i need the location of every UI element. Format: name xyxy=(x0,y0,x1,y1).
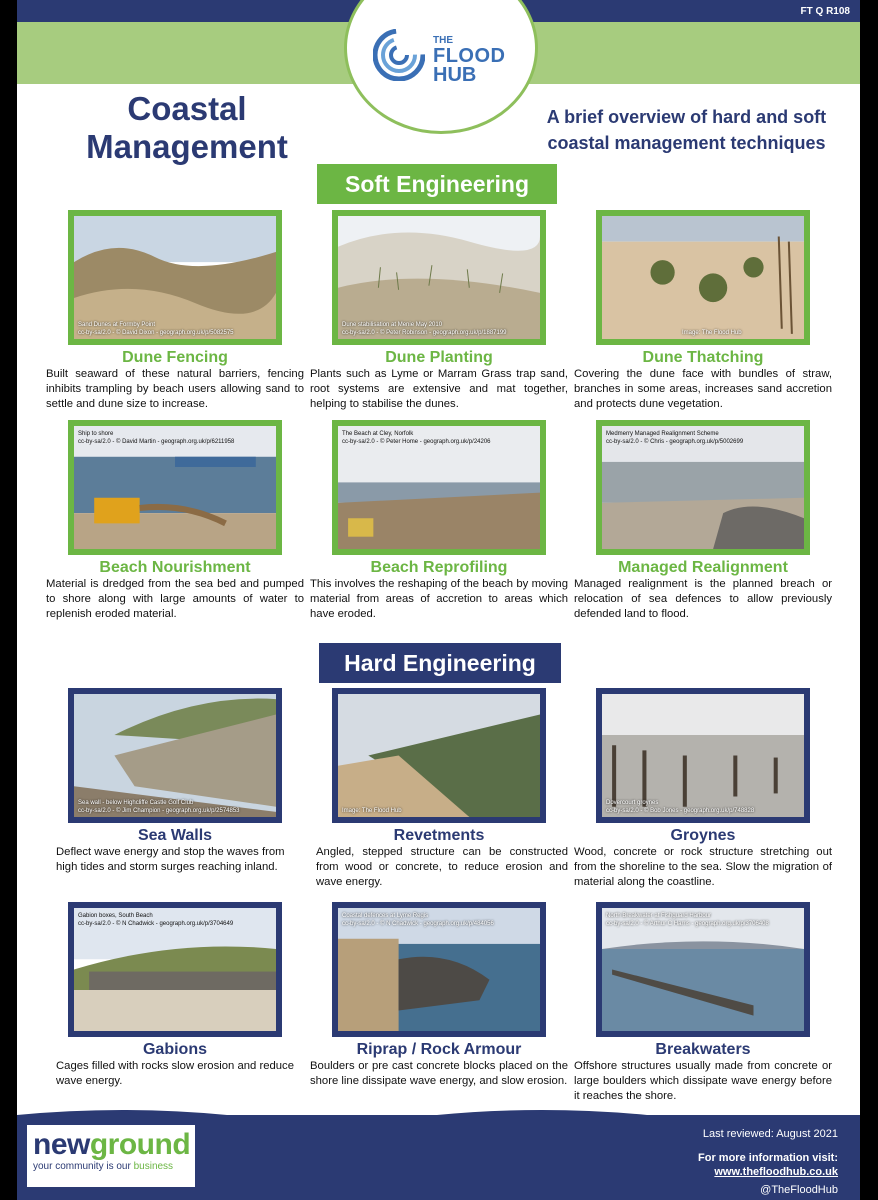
card-title: Groynes xyxy=(670,827,736,844)
footer xyxy=(17,1115,860,1200)
photo-caption: Sand Dunes at Formby Point xyxy=(78,322,156,328)
photo-caption: Dune stabilisation at Menie May 2010 xyxy=(342,322,443,328)
photo-credit: cc-by-sa/2.0 - © Jim Champion - geograph.org.uk/p/2574853 xyxy=(78,808,240,814)
poster xyxy=(17,0,860,1200)
card-description: Cages filled with rocks slow erosion and reduce wave energy. xyxy=(56,1060,294,1087)
org-tag-a: your community is our xyxy=(33,1161,134,1172)
photo-caption: Gabion boxes, South Beach xyxy=(78,913,153,919)
photo-caption: Dovercourt groynes xyxy=(606,800,659,806)
photo-credit: cc-by-sa/2.0 - © Peter Robinson - geograph.org.uk/p/1887199 xyxy=(342,330,507,336)
org-name-b: ground xyxy=(89,1128,191,1161)
photo-caption: Sea wall - below Highcliffe Castle Golf Club xyxy=(78,800,194,806)
card-description: Managed realignment is the planned breach or relocation of sea defences to allow previously defended land to flood. xyxy=(574,578,832,620)
footer-info xyxy=(698,1127,838,1197)
photo-beach-nourishment xyxy=(68,420,282,555)
hard-engineering-header: Hard Engineering xyxy=(319,643,561,683)
card-title: Managed Realignment xyxy=(618,559,788,576)
photo-sea-walls xyxy=(68,688,282,823)
card-title: Dune Fencing xyxy=(122,349,228,366)
card-beach-nourishment xyxy=(44,420,306,622)
photo-credit: cc-by-sa/2.0 - © N Chadwick - geograph.org.uk/p/484056 xyxy=(342,921,494,927)
card-title: Gabions xyxy=(142,1041,207,1058)
card-title: Sea Walls xyxy=(137,827,213,844)
card-description: Deflect wave energy and stop the waves from high tides and storm surges reaching inland. xyxy=(56,846,285,873)
card-description: Wood, concrete or rock structure stretching out from the shoreline to the sea. Slow the migration of material along the coastline. xyxy=(574,846,832,888)
photo-credit: cc-by-sa/2.0 - © Arthur C Harris - geograph.org.uk/p/3706408 xyxy=(606,921,769,927)
photo-breakwaters xyxy=(596,902,810,1037)
page-subtitle: A brief overview of hard and soft coastal management techniques xyxy=(546,107,827,153)
card-dune-planting xyxy=(308,210,570,412)
flood-hub-logo xyxy=(344,0,538,134)
logo-the: THE xyxy=(433,35,453,46)
photo-dune-fencing xyxy=(68,210,282,345)
document-code: FT Q R108 xyxy=(800,6,850,17)
card-title: Breakwaters xyxy=(655,1041,751,1058)
photo-caption: Medmerry Managed Realignment Scheme xyxy=(606,431,719,437)
title-line-2: Management xyxy=(86,128,288,165)
photo-credit: cc-by-sa/2.0 - © N Chadwick - geograph.org.uk/p/3704649 xyxy=(78,921,234,927)
card-groynes xyxy=(572,688,834,890)
card-dune-thatching xyxy=(572,210,834,412)
photo-caption: Ship to shore xyxy=(78,431,114,437)
photo-managed-realignment xyxy=(596,420,810,555)
card-title: Dune Thatching xyxy=(642,349,764,366)
photo-gabions xyxy=(68,902,282,1037)
photo-credit: cc-by-sa/2.0 - © David Dixon - geograph.org.uk/p/5082575 xyxy=(78,330,234,336)
card-managed-realignment xyxy=(572,420,834,622)
org-name-a: new xyxy=(33,1128,90,1161)
soft-engineering-header: Soft Engineering xyxy=(317,164,557,204)
card-description: Offshore structures usually made from concrete or large boulders which dissipate wave energy before it reaches the shore. xyxy=(574,1060,832,1102)
more-info-label: For more information visit: xyxy=(698,1152,838,1164)
photo-credit: cc-by-sa/2.0 - © Bob Jones - geograph.org.uk/p/748828 xyxy=(606,808,755,814)
card-dune-fencing xyxy=(44,210,306,412)
logo-flood: FLOOD xyxy=(433,45,506,67)
page-title xyxy=(57,90,317,166)
org-tag-b: business xyxy=(133,1161,174,1172)
photo-beach-reprofiling xyxy=(332,420,546,555)
photo-dune-planting xyxy=(332,210,546,345)
photo-caption: The Beach at Cley, Norfolk xyxy=(342,431,414,437)
card-beach-reprofiling xyxy=(308,420,570,622)
social-handle[interactable]: @TheFloodHub xyxy=(760,1184,838,1196)
card-title: Beach Nourishment xyxy=(99,559,251,576)
swirl-icon xyxy=(373,29,425,81)
photo-groynes xyxy=(596,688,810,823)
photo-caption: Image: The Flood Hub xyxy=(682,330,742,336)
photo-riprap xyxy=(332,902,546,1037)
last-reviewed: Last reviewed: August 2021 xyxy=(702,1128,838,1140)
title-line-1: Coastal xyxy=(127,90,247,127)
card-description: Covering the dune face with bundles of straw, branches in some areas, increases sand accretion and protects dune vegetation. xyxy=(574,368,832,410)
card-title: Dune Planting xyxy=(385,349,493,366)
card-title: Riprap / Rock Armour xyxy=(356,1041,522,1058)
photo-caption: Image: The Flood Hub xyxy=(342,808,402,814)
card-description: Material is dredged from the sea bed and pumped to shore along with large amounts of water to replenish eroded material. xyxy=(46,578,304,620)
photo-revetments xyxy=(332,688,546,823)
card-riprap xyxy=(308,902,570,1089)
card-breakwaters xyxy=(572,902,834,1104)
newground-logo[interactable] xyxy=(27,1125,195,1187)
card-description: This involves the reshaping of the beach by moving material from areas of accretion to areas which have eroded. xyxy=(310,578,568,620)
photo-credit: cc-by-sa/2.0 - © Chris - geograph.org.uk/p/5002699 xyxy=(606,439,744,445)
card-description: Angled, stepped structure can be constructed from wood or concrete, to reduce erosion and wave energy. xyxy=(316,846,568,888)
website-link[interactable]: www.thefloodhub.co.uk xyxy=(714,1166,838,1178)
card-revetments xyxy=(308,688,570,890)
photo-caption: Coastal defences at Lyme Regis xyxy=(342,913,429,919)
card-description: Built seaward of these natural barriers, fencing inhibits trampling by beach users allowing sand to settle and dune size to increase. xyxy=(46,368,304,410)
card-description: Boulders or pre cast concrete blocks placed on the shore line dissipate wave energy, and slow erosion. xyxy=(310,1060,568,1087)
card-sea-walls xyxy=(44,688,306,875)
card-description: Plants such as Lyme or Marram Grass trap sand, root systems are extensive and mat together, helping to stabilise the dunes. xyxy=(310,368,568,410)
card-title: Beach Reprofiling xyxy=(370,559,508,576)
footer-wave xyxy=(17,1105,860,1125)
photo-credit: cc-by-sa/2.0 - © David Martin - geograph.org.uk/p/6211958 xyxy=(78,439,235,445)
photo-caption: North Breakwater at Fishguard Harbour xyxy=(606,913,712,919)
photo-credit: cc-by-sa/2.0 - © Peter Home - geograph.org.uk/p/24206 xyxy=(342,439,491,445)
logo-hub: HUB xyxy=(433,64,477,86)
photo-dune-thatching xyxy=(596,210,810,345)
card-title: Revetments xyxy=(393,827,485,844)
card-gabions xyxy=(44,902,306,1089)
